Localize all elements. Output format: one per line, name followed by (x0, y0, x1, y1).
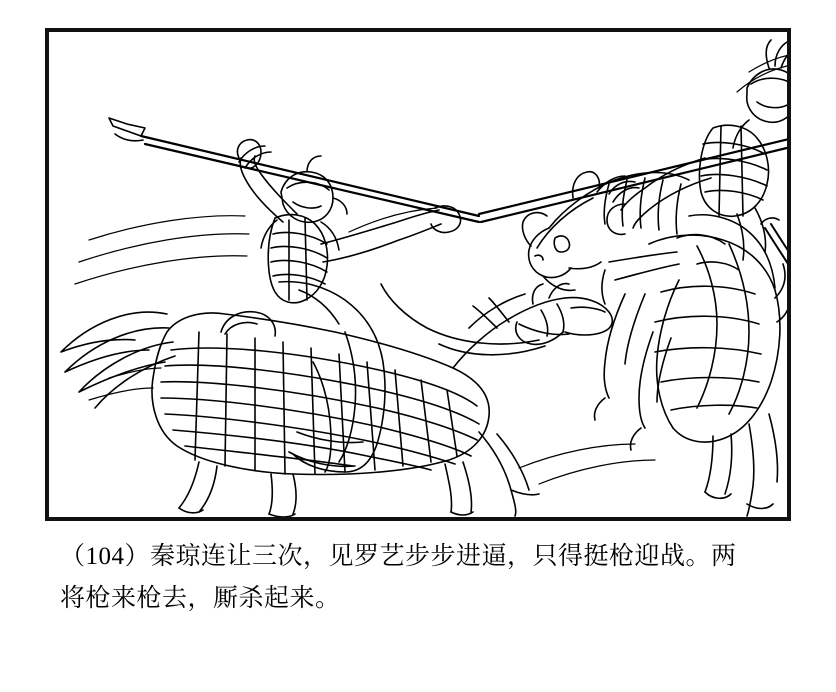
illustration-frame (45, 28, 791, 521)
caption-line-2: 将枪来枪去，厮杀起来。 (60, 585, 341, 612)
caption-line-1: （104）秦琼连让三次，见罗艺步步进逼，只得挺枪迎战。两 (60, 543, 737, 570)
caption (60, 536, 780, 620)
line-art-battle-scene (49, 32, 787, 517)
